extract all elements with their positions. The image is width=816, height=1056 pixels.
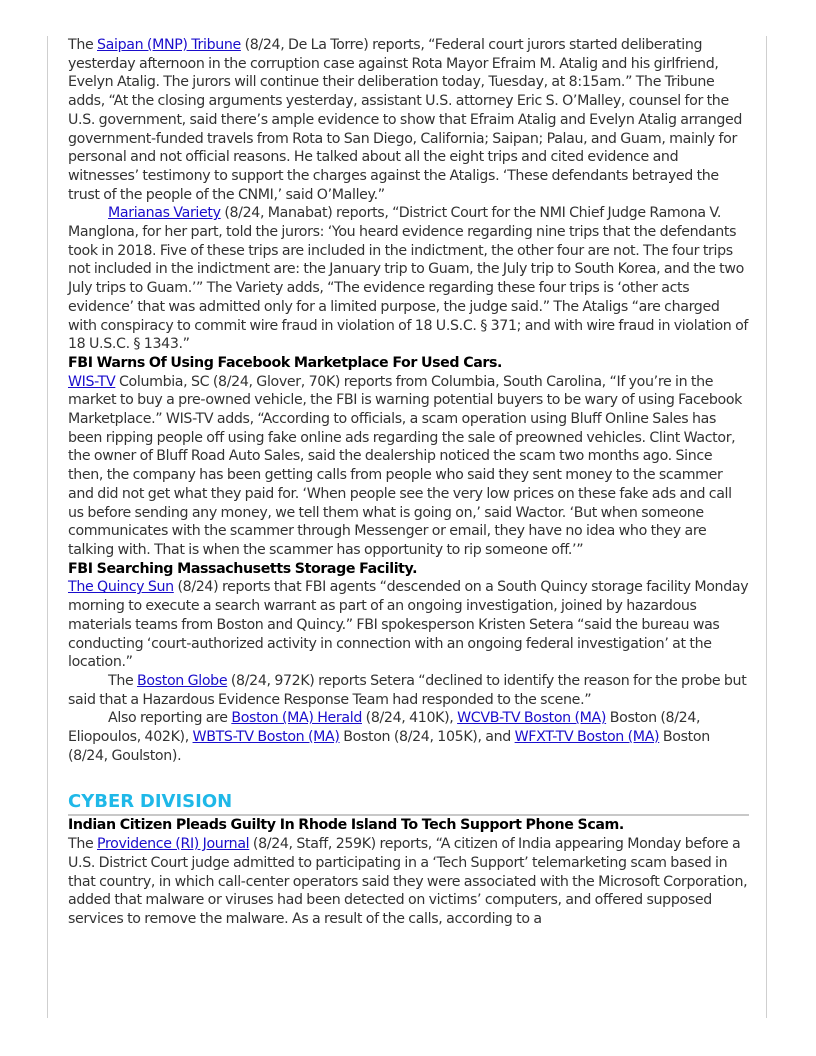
paragraph-text: (8/24, Manabat) reports, “District Court for the NMI Chief Judge Ramona V. Manglona, for her part, told the jurors: ‘You heard evidence regarding nine trips that the defendants took in 2018. Five of these trips are included in the indictment, the other four are not. The four trips not included in the indictment are: the January trip to Guam, the July trip to South Korea, and the two July trips to Guam.’” The Variety adds, “The evidence regarding these four trips is ‘other acts evidence’ that was admitted only for a limited purpose, the judge said.” The Ataligs “are charged with conspiracy to commit wire fraud in violation of 18 U.S.C. § 371; and with wire fraud in violation of 18 U.S.C. § 1343.” bbox=[68, 205, 749, 353]
article-headline: FBI Warns Of Using Facebook Marketplace For Used Cars. bbox=[68, 354, 503, 371]
source-link-wcvb-tv[interactable]: WCVB-TV Boston (MA) bbox=[457, 710, 607, 727]
article-paragraph bbox=[68, 373, 749, 560]
article-atalig bbox=[68, 36, 749, 354]
paragraph-text: (8/24, Staff, 259K) reports, “A citizen of India appearing Monday before a U.S. District Court judge admitted to participating in a ‘Tech Support’ telemarketing scam based in that country, in which call-center operators said they were associated with the Microsoft Corporation, added that malware or viruses had been detected on victims’ computers, and offered supposed services to remove the malware. As a result of the calls, according to a bbox=[68, 836, 748, 927]
source-link-boston-herald[interactable]: Boston (MA) Herald bbox=[231, 710, 362, 727]
paragraph-text: Boston (8/24, 105K), and bbox=[339, 729, 515, 746]
article-tech-support-scam bbox=[68, 816, 749, 928]
also-reporting-paragraph bbox=[68, 709, 749, 765]
paragraph-text: Boston (8/24, Goulston). bbox=[68, 729, 710, 764]
paragraph-text: (8/24, 972K) reports Setera “declined to identify the reason for the probe but said that a Hazardous Evidence Response Team had responded to the scene.” bbox=[68, 672, 747, 708]
paragraph-text: (8/24, 410K), bbox=[361, 710, 458, 727]
source-link-wbts-tv[interactable]: WBTS-TV Boston (MA) bbox=[192, 729, 340, 746]
paragraph-text: (8/24) reports that FBI agents “descended on a South Quincy storage facility Monday morning to execute a search warrant as part of an ongoing investigation, joined by hazardous materials teams from Boston and Quincy.” FBI spokesperson Kristen Setera “said the bureau was conducting ‘court-authorized activity in connection with an ongoing federal investigation’ at the location.” bbox=[68, 579, 749, 671]
article-headline: Indian Citizen Pleads Guilty In Rhode Island To Tech Support Phone Scam. bbox=[68, 817, 624, 834]
paragraph-text: Boston (8/24, Eliopoulos, 402K), bbox=[68, 710, 701, 746]
article-paragraph bbox=[68, 672, 749, 709]
paragraph-text: Columbia, SC (8/24, Glover, 70K) reports from Columbia, South Carolina, “If you’re in the market to buy a pre-owned vehicle, the FBI is warning potential buyers to be wary of using Facebook Marketplace.” WIS-TV adds, “According to officials, a scam operation using Bluff Online Sales has been ripping people off using fake online ads regarding the sale of preowned vehicles. Clint Wactor, the owner of Bluff Road Auto Sales, said the dealership noticed the scam two months ago. Since then, the company has been getting calls from people who said they sent money to the scammer and did not get what they paid for. ‘When people see the very low prices on these fake ads and call us before sending any money, we tell them what is going on,’ said Wactor. ‘But when someone communicates with the scammer through Messenger or email, they have no idea who they are talking with. That is when the scammer has opportunity to rip someone off.’” bbox=[68, 373, 743, 558]
source-link-marianas-variety[interactable]: Marianas Variety bbox=[108, 205, 221, 222]
source-link-wfxt-tv[interactable]: WFXT-TV Boston (MA) bbox=[514, 729, 660, 746]
document-page bbox=[47, 36, 767, 1018]
source-link-quincy-sun[interactable]: The Quincy Sun bbox=[68, 579, 174, 596]
article-paragraph bbox=[68, 204, 749, 354]
article-facebook-marketplace bbox=[68, 354, 749, 560]
article-headline: FBI Searching Massachusetts Storage Facility. bbox=[68, 560, 418, 577]
paragraph-text: The bbox=[68, 37, 97, 53]
article-paragraph bbox=[68, 578, 749, 672]
paragraph-text: Also reporting are bbox=[108, 710, 232, 727]
article-paragraph bbox=[68, 36, 749, 204]
article-quincy-storage bbox=[68, 560, 749, 766]
paragraph-text: (8/24, De La Torre) reports, “Federal court jurors started deliberating yesterday afternoon in the corruption case against Rota Mayor Efraim M. Atalig and his girlfriend, Evelyn Atalig. The jurors will continue their deliberation today, Tuesday, at 8:15am.” The Tribune adds, “At the closing arguments yesterday, assistant U.S. attorney Eric S. O’Malley, counsel for the U.S. government, said there’s ample evidence to show that Efraim Atalig and Evelyn Atalig arranged government-funded travels from Rota to San Diego, California; Saipan; Palau, and Guam, mainly for personal and not official reasons. He talked about all the eight trips and cited evidence and witnesses’ testimony to support the charges against the Ataligs. ‘These defendants betrayed the trust of the people of the CNMI,’ said O’Malley.” bbox=[68, 37, 743, 203]
source-link-wis-tv[interactable]: WIS-TV bbox=[68, 373, 116, 390]
page-content bbox=[68, 36, 749, 929]
source-link-saipan-tribune[interactable]: Saipan (MNP) Tribune bbox=[97, 37, 241, 53]
source-link-providence-journal[interactable]: Providence (RI) Journal bbox=[97, 836, 250, 853]
paragraph-text: The bbox=[68, 836, 97, 853]
paragraph-text: The bbox=[108, 672, 137, 689]
source-link-boston-globe[interactable]: Boston Globe bbox=[137, 672, 228, 689]
section-title-cyber-division: CYBER DIVISION bbox=[68, 791, 749, 816]
article-paragraph bbox=[68, 835, 749, 929]
